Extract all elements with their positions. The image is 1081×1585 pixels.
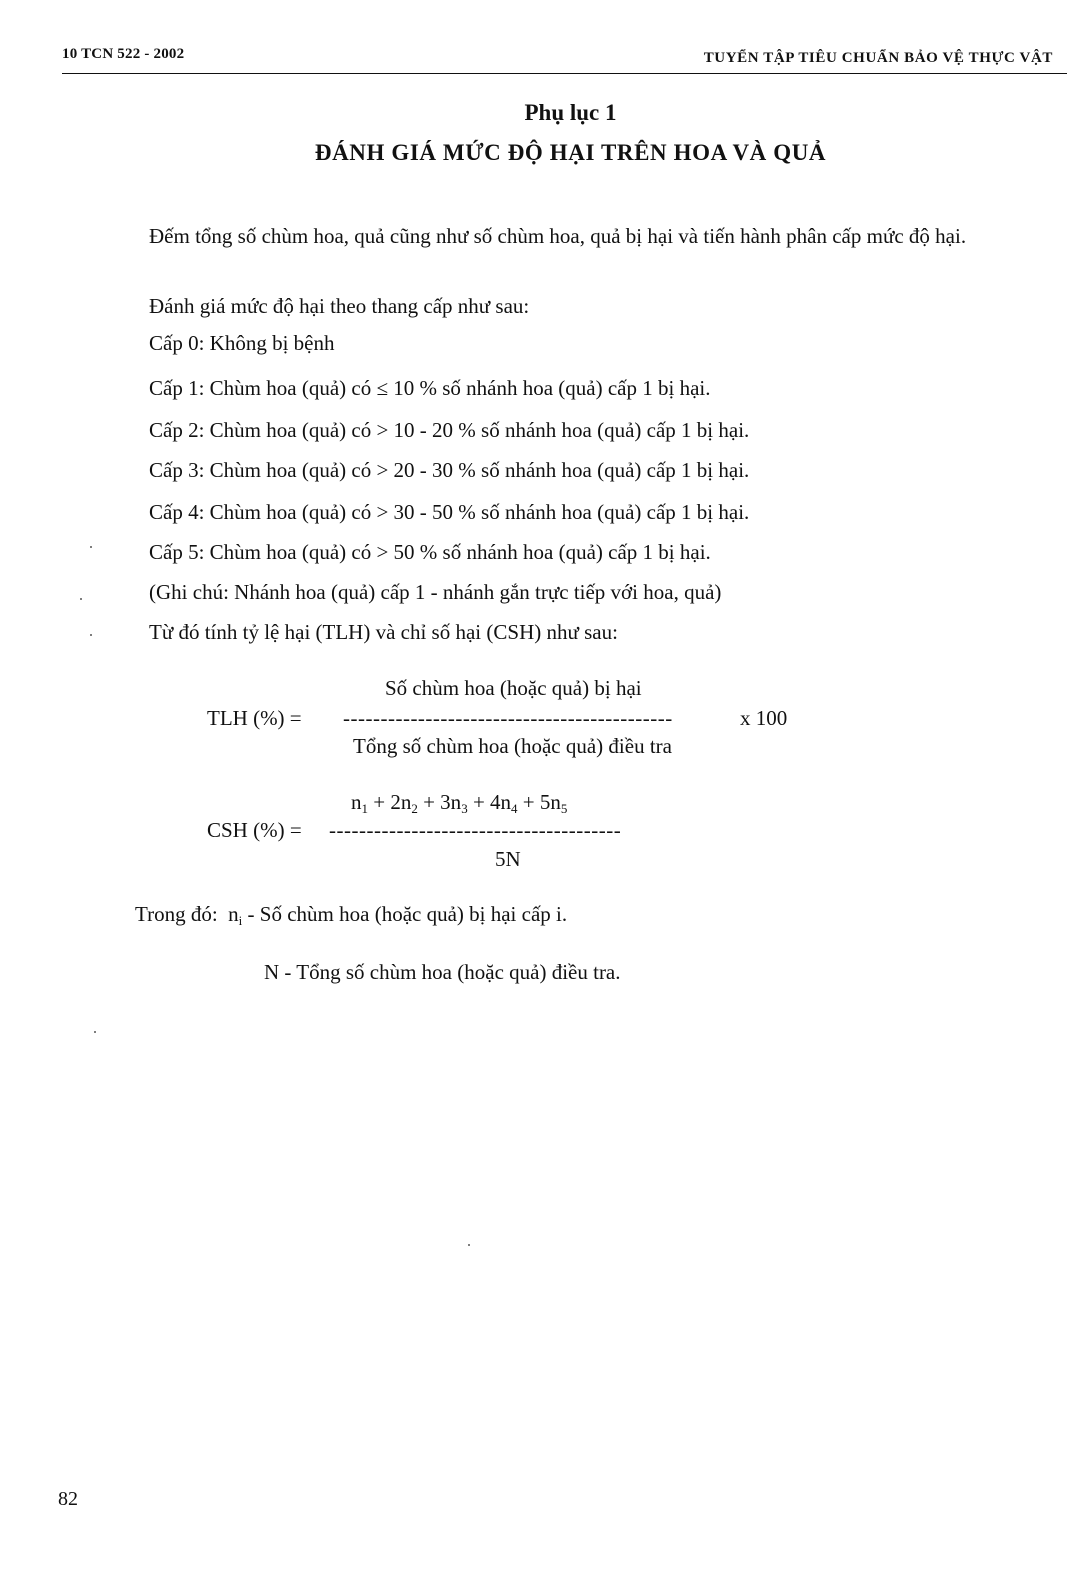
level-3: Cấp 3: Chùm hoa (quả) có > 20 - 30 % số nhánh hoa (quả) cấp 1 bị hại. [149, 458, 750, 482]
csh-sub-5: 5 [560, 801, 568, 816]
legend-ni-var: n [228, 902, 239, 926]
legend-N: N - Tổng số chùm hoa (hoặc quả) điều tra. [264, 960, 621, 984]
legend-ni [135, 902, 567, 927]
scan-speck [80, 598, 82, 600]
tlh-fraction-bar: -------------------------------------------- [343, 706, 673, 730]
csh-sub-4: 4 [511, 801, 518, 816]
scale-intro: Đánh giá mức độ hại theo thang cấp như sau: [149, 294, 530, 318]
csh-term-3: + 3n [417, 790, 462, 814]
level-2: Cấp 2: Chùm hoa (quả) có > 10 - 20 % số nhánh hoa (quả) cấp 1 bị hại. [149, 418, 750, 442]
scan-speck [90, 634, 92, 636]
appendix-title: ĐÁNH GIÁ MỨC ĐỘ HẠI TRÊN HOA VÀ QUẢ [314, 140, 827, 165]
intro-paragraph: Đếm tổng số chùm hoa, quả cũng như số chùm hoa, quả bị hại và tiến hành phân cấp mức độ hại. [149, 224, 967, 248]
scan-speck [468, 1244, 470, 1246]
csh-denominator: 5N [495, 847, 521, 871]
csh-term-2: + 2n [368, 790, 412, 814]
tlh-label: TLH (%) = [207, 706, 302, 730]
csh-term-4: + 4n [467, 790, 512, 814]
csh-fraction-bar: --------------------------------------- [329, 818, 622, 842]
csh-label: CSH (%) = [207, 818, 302, 842]
page-number: 82 [58, 1488, 78, 1510]
level-1: Cấp 1: Chùm hoa (quả) có ≤ 10 % số nhánh hoa (quả) cấp 1 bị hại. [149, 376, 711, 400]
csh-sub-2: 2 [411, 801, 418, 816]
appendix-label: Phụ lục 1 [524, 100, 617, 125]
tlh-denominator: Tổng số chùm hoa (hoặc quả) điều tra [353, 734, 672, 758]
scan-speck [94, 1031, 96, 1033]
legend-ni-text: - Số chùm hoa (hoặc quả) bị hại cấp i. [242, 902, 568, 926]
csh-numerator [351, 790, 567, 815]
csh-term-5: + 5n [517, 790, 561, 814]
csh-sub-1: 1 [361, 801, 368, 816]
formula-intro: Từ đó tính tỷ lệ hại (TLH) và chỉ số hại (CSH) như sau: [149, 620, 618, 644]
tlh-multiplier: x 100 [740, 706, 788, 730]
csh-sub-3: 3 [461, 801, 468, 816]
header-divider [62, 73, 1067, 74]
scan-speck [90, 546, 92, 548]
header-standard-code: 10 TCN 522 - 2002 [62, 46, 185, 62]
header-collection-title: TUYỂN TẬP TIÊU CHUẨN BẢO VỆ THỰC VẬT [703, 50, 1053, 66]
level-5: Cấp 5: Chùm hoa (quả) có > 50 % số nhánh hoa (quả) cấp 1 bị hại. [149, 540, 711, 564]
csh-n1-var: n [351, 790, 362, 814]
level-0: Cấp 0: Không bị bệnh [149, 331, 335, 355]
tlh-numerator: Số chùm hoa (hoặc quả) bị hại [385, 676, 642, 700]
legend-ni-sub: i [238, 913, 243, 928]
level-4: Cấp 4: Chùm hoa (quả) có > 30 - 50 % số nhánh hoa (quả) cấp 1 bị hại. [149, 500, 750, 524]
legend-lead: Trong đó: [135, 902, 218, 926]
note-line: (Ghi chú: Nhánh hoa (quả) cấp 1 - nhánh gắn trực tiếp với hoa, quả) [149, 580, 722, 604]
